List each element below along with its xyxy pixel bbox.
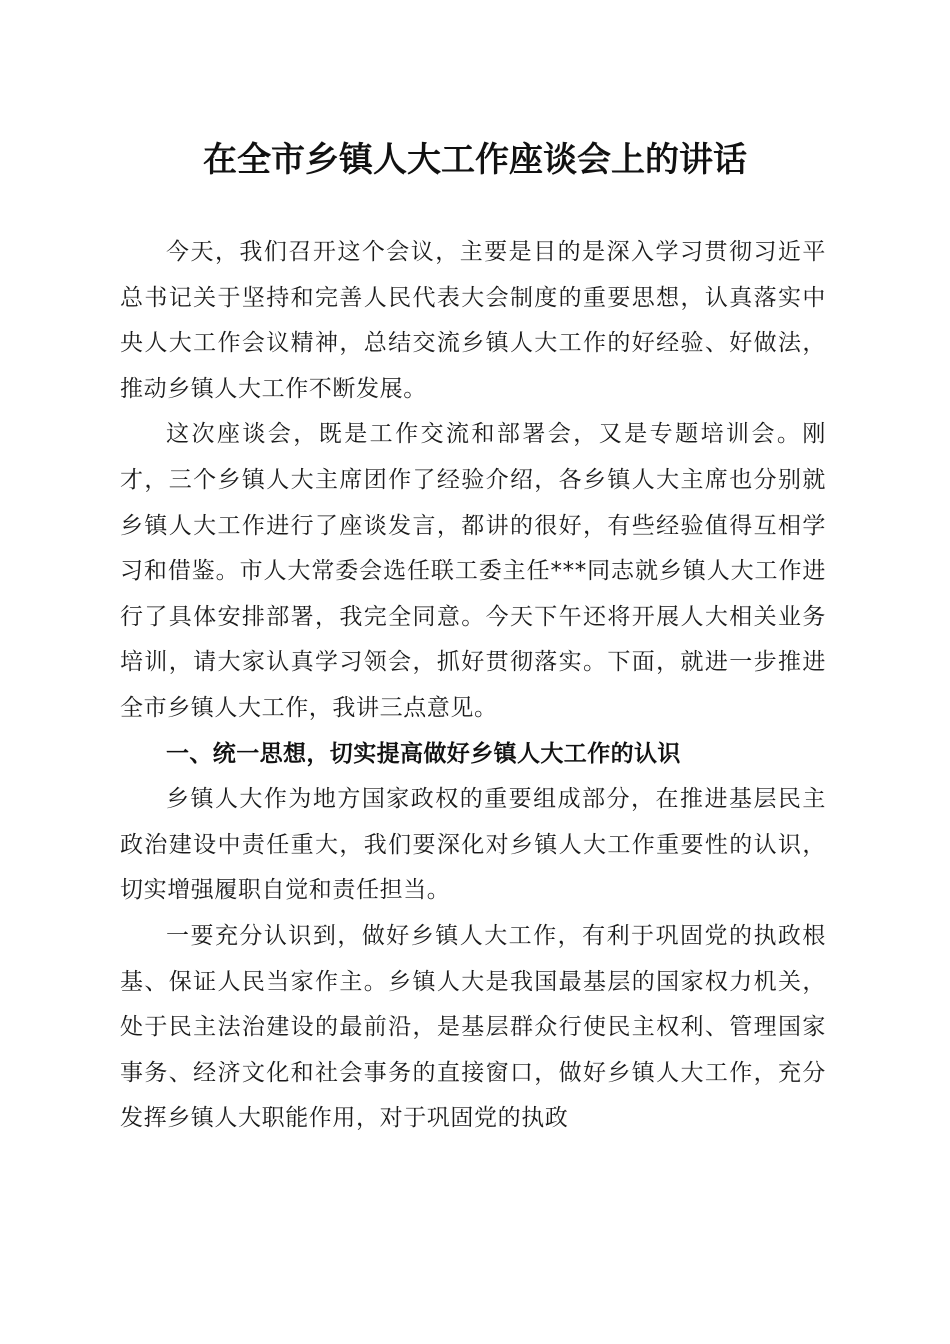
document-body bbox=[120, 230, 826, 1142]
page-title: 在全市乡镇人大工作座谈会上的讲话 bbox=[203, 140, 747, 180]
section-heading-1: 一、统一思想，切实提高做好乡镇人大工作的认识 bbox=[166, 740, 681, 767]
paragraph-meeting-summary: 这次座谈会，既是工作交流和部署会，又是专题培训会。刚才，三个乡镇人大主席团作了经验介绍，各乡镇人大主席也分别就乡镇人大工作进行了座谈发言，都讲的很好，有些经验值得互相学习和借鉴。市人大常委会选任联工委主任***同志就乡镇人大工作进行了具体安排部署，我完全同意。今天下午还将开展人大相关业务培训，请大家认真学习领会，抓好贯彻落实。下面，就进一步推进全市乡镇人大工作，我讲三点意见。 bbox=[120, 421, 826, 721]
paragraph-section1-point1: 一要充分认识到，做好乡镇人大工作，有利于巩固党的执政根基、保证人民当家作主。乡镇人大是我国最基层的国家权力机关，处于民主法治建设的最前沿，是基层群众行使民主权利、管理国家事务、经济文化和社会事务的直接窗口，做好乡镇人大工作，充分发挥乡镇人大职能作用，对于巩固党的执政 bbox=[120, 922, 826, 1132]
paragraph-section1-intro: 乡镇人大作为地方国家政权的重要组成部分，在推进基层民主政治建设中责任重大，我们要深化对乡镇人大工作重要性的认识，切实增强履职自觉和责任担当。 bbox=[120, 786, 826, 904]
paragraph-opening: 今天，我们召开这个会议，主要是目的是深入学习贯彻习近平总书记关于坚持和完善人民代表大会制度的重要思想，认真落实中央人大工作会议精神，总结交流乡镇人大工作的好经验、好做法，推动乡镇人大工作不断发展。 bbox=[120, 239, 826, 402]
